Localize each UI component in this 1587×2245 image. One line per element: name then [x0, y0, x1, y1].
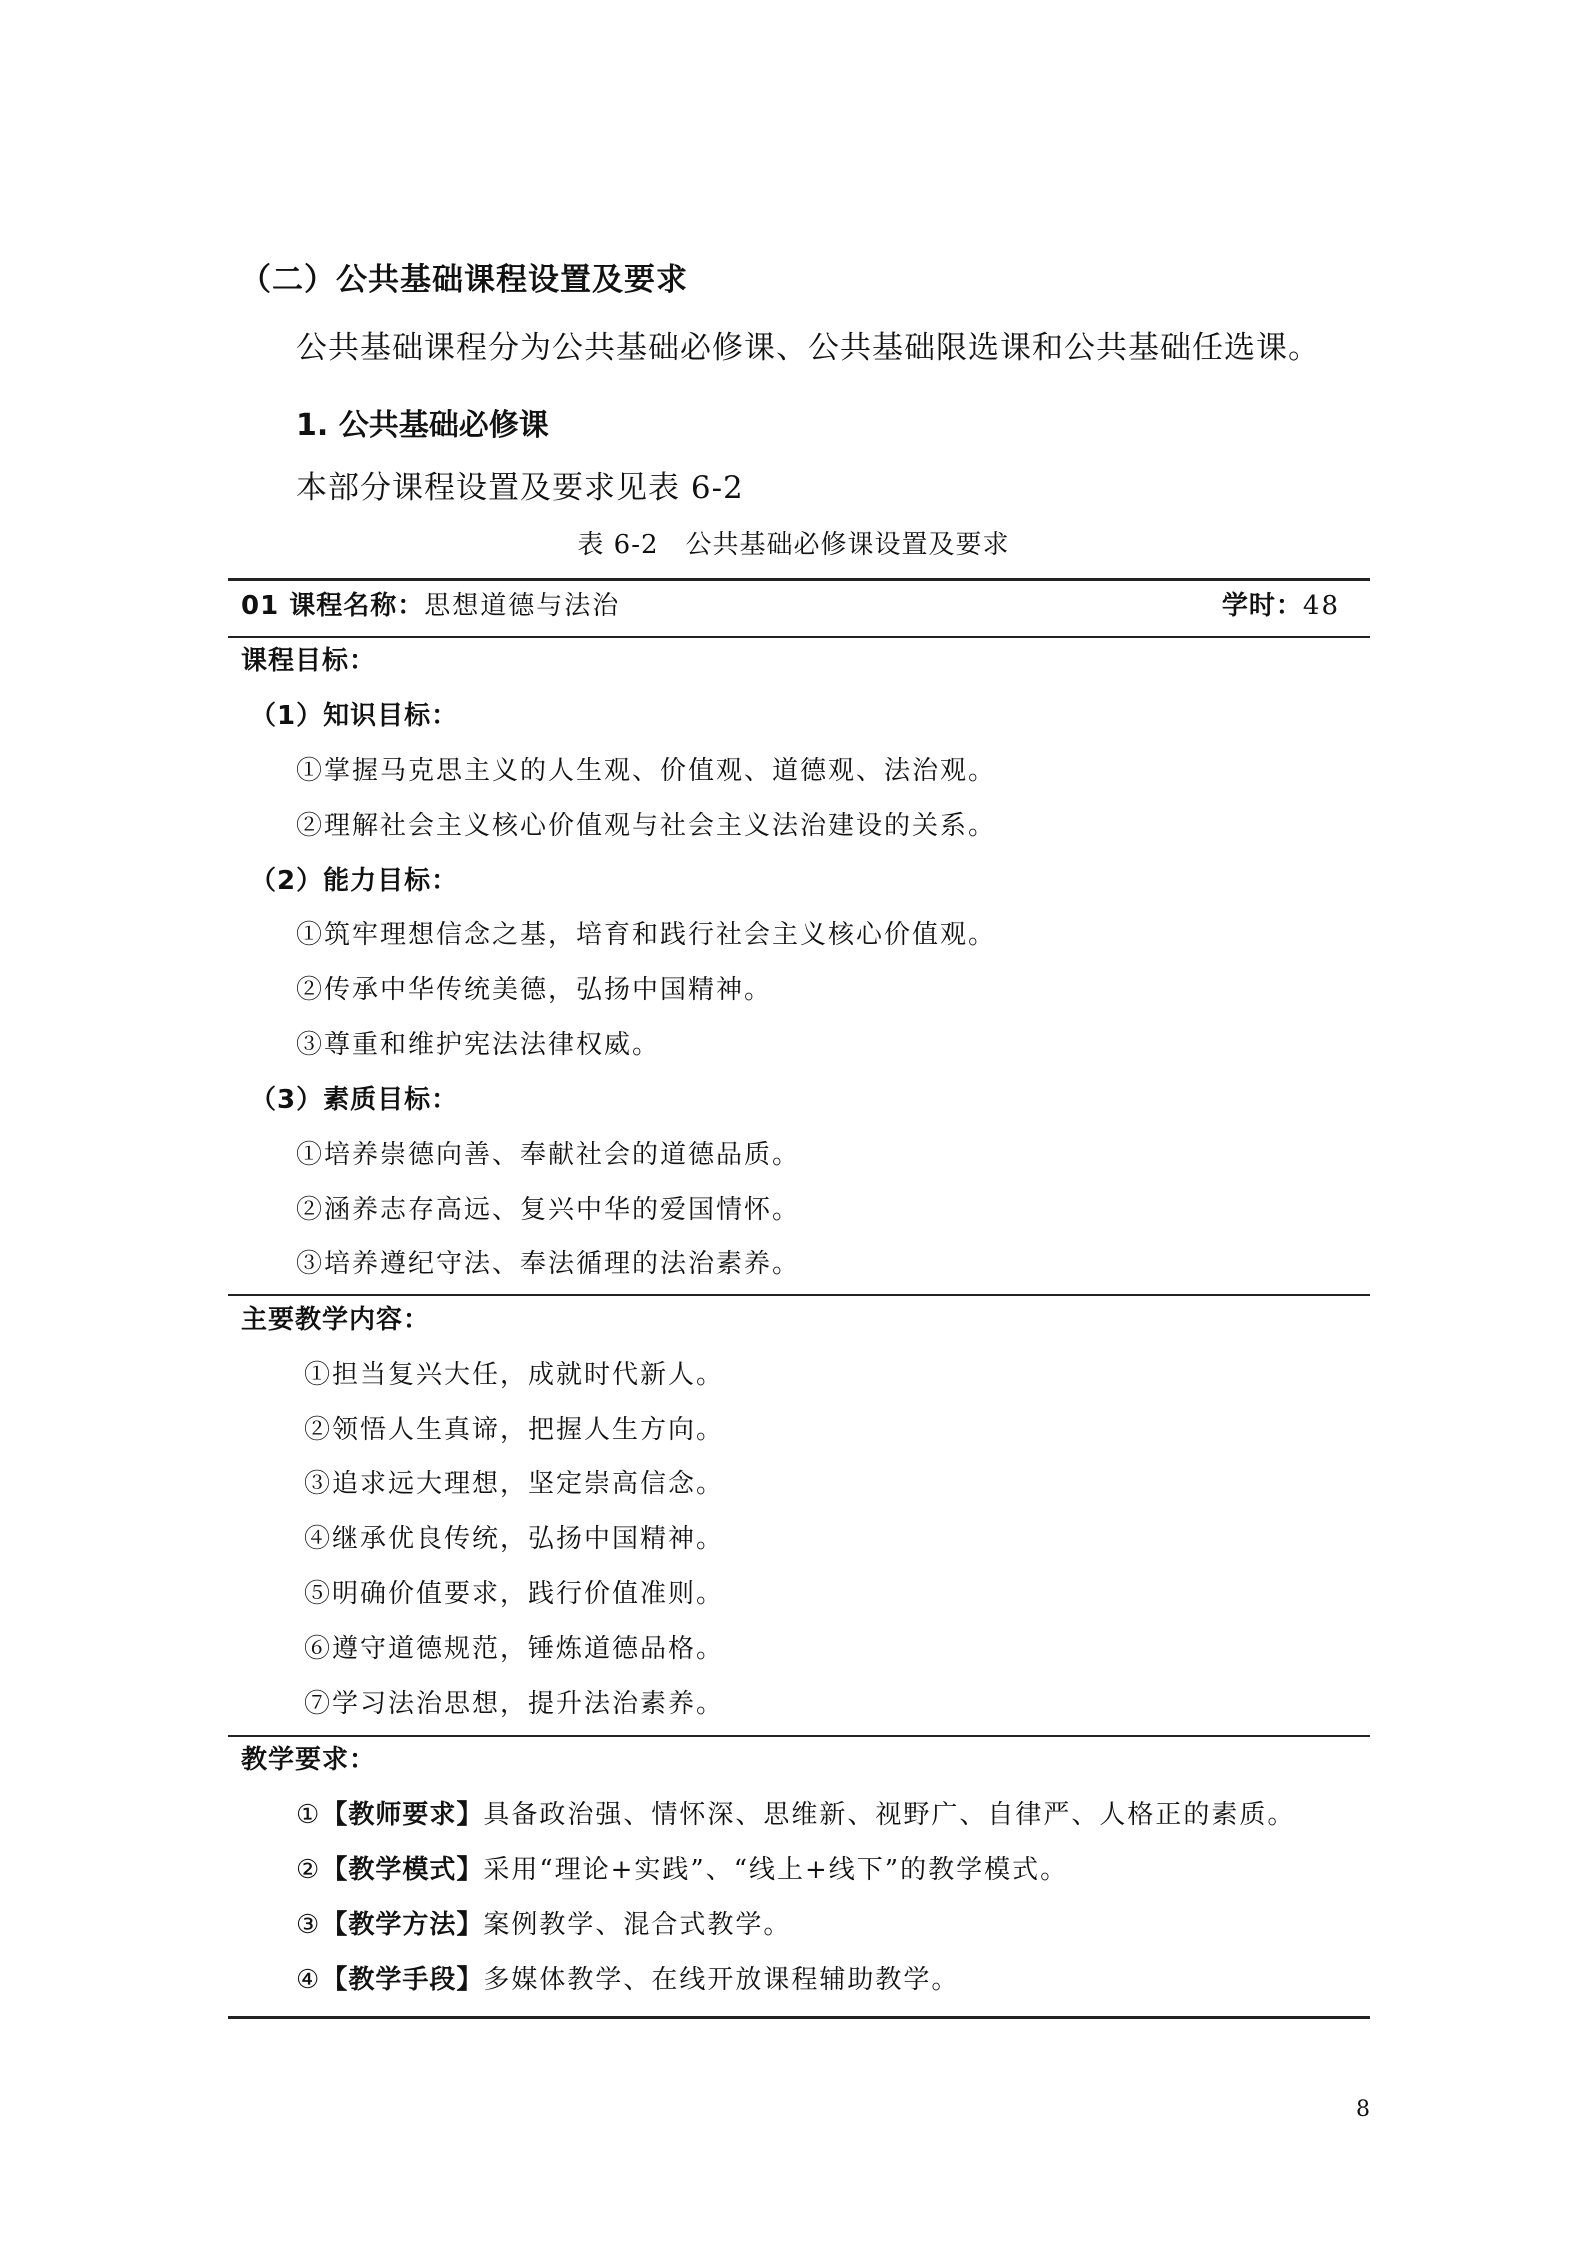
- content-item: ②领悟人生真谛，把握人生方向。: [304, 1415, 725, 1445]
- ability-goal-item: ①筑牢理想信念之基，培育和践行社会主义核心价值观。: [296, 920, 997, 950]
- requirement-item: [296, 1959, 959, 1996]
- requirement-number: ③: [296, 1910, 322, 1940]
- requirement-text: 具备政治强、情怀深、思维新、视野广、自律严、人格正的素质。: [483, 1800, 1296, 1830]
- requirements-label: 教学要求：: [241, 1745, 377, 1775]
- quality-goal-item: ①培养崇德向善、奉献社会的道德品质。: [296, 1140, 801, 1170]
- course-hours-cell: [1222, 585, 1340, 622]
- requirement-text: 多媒体教学、在线开放课程辅助教学。: [483, 1965, 960, 1995]
- requirement-number: ②: [296, 1855, 322, 1885]
- ability-goal-item: ②传承中华传统美德，弘扬中国精神。: [296, 975, 773, 1005]
- table-bottom-rule: [228, 2016, 1370, 2019]
- content-item: ③追求远大理想，坚定崇高信念。: [304, 1469, 725, 1499]
- course-hours-value: 48: [1302, 591, 1340, 621]
- content-item: ①担当复兴大任，成就时代新人。: [304, 1360, 725, 1390]
- quality-goal-item: ③培养遵纪守法、奉法循理的法治素养。: [296, 1249, 801, 1279]
- requirement-item: [296, 1904, 791, 1941]
- requirement-tag: 【教师要求】: [321, 1800, 484, 1830]
- section-heading: （二）公共基础课程设置及要求: [240, 262, 688, 298]
- table-row-divider: [228, 1735, 1370, 1737]
- content-item: ⑤明确价值要求，践行价值准则。: [304, 1579, 725, 1609]
- course-name-value: 思想道德与法治: [424, 591, 621, 621]
- requirement-item: [296, 1849, 1068, 1886]
- content-item: ⑥遵守道德规范，锤炼道德品格。: [304, 1634, 725, 1664]
- table-top-rule: [228, 578, 1370, 581]
- table-caption: 表 6-2 公共基础必修课设置及要求: [577, 530, 1010, 560]
- knowledge-goal-item: ①掌握马克思主义的人生观、价值观、道德观、法治观。: [296, 756, 997, 786]
- intro-paragraph: 公共基础课程分为公共基础必修课、公共基础限选课和公共基础任选课。: [296, 330, 1320, 366]
- requirement-tag: 【教学手段】: [321, 1965, 484, 1995]
- course-name-label: 01 课程名称：: [241, 591, 425, 621]
- requirement-item: [296, 1794, 1295, 1831]
- knowledge-goal-item: ②理解社会主义核心价值观与社会主义法治建设的关系。: [296, 811, 997, 841]
- requirement-tag: 【教学模式】: [321, 1855, 484, 1885]
- subsection-heading: 1. 公共基础必修课: [296, 408, 549, 443]
- table-row-divider: [228, 1294, 1370, 1296]
- course-hours-label: 学时：: [1221, 591, 1303, 621]
- quality-goal-item: ②涵养志存高远、复兴中华的爱国情怀。: [296, 1195, 801, 1225]
- requirement-tag: 【教学方法】: [321, 1910, 484, 1940]
- course-name-cell: [241, 585, 620, 622]
- table-reference-text: 本部分课程设置及要求见表 6-2: [296, 470, 744, 506]
- table-row-divider: [228, 636, 1370, 638]
- goals-label: 课程目标：: [241, 646, 377, 676]
- page-number: 8: [1356, 2097, 1370, 2122]
- ability-goal-item: ③尊重和维护宪法法律权威。: [296, 1030, 661, 1060]
- content-item: ④继承优良传统，弘扬中国精神。: [304, 1524, 725, 1554]
- requirement-number: ④: [296, 1965, 322, 1995]
- requirement-number: ①: [296, 1800, 322, 1830]
- requirement-text: 案例教学、混合式教学。: [483, 1910, 792, 1940]
- knowledge-goals-label: （1）知识目标：: [250, 701, 459, 731]
- requirement-text: 采用“理论+实践”、“线上+线下”的教学模式。: [483, 1855, 1069, 1885]
- content-item: ⑦学习法治思想，提升法治素养。: [304, 1689, 725, 1719]
- ability-goals-label: （2）能力目标：: [250, 866, 459, 896]
- content-label: 主要教学内容：: [241, 1305, 431, 1335]
- quality-goals-label: （3）素质目标：: [250, 1085, 459, 1115]
